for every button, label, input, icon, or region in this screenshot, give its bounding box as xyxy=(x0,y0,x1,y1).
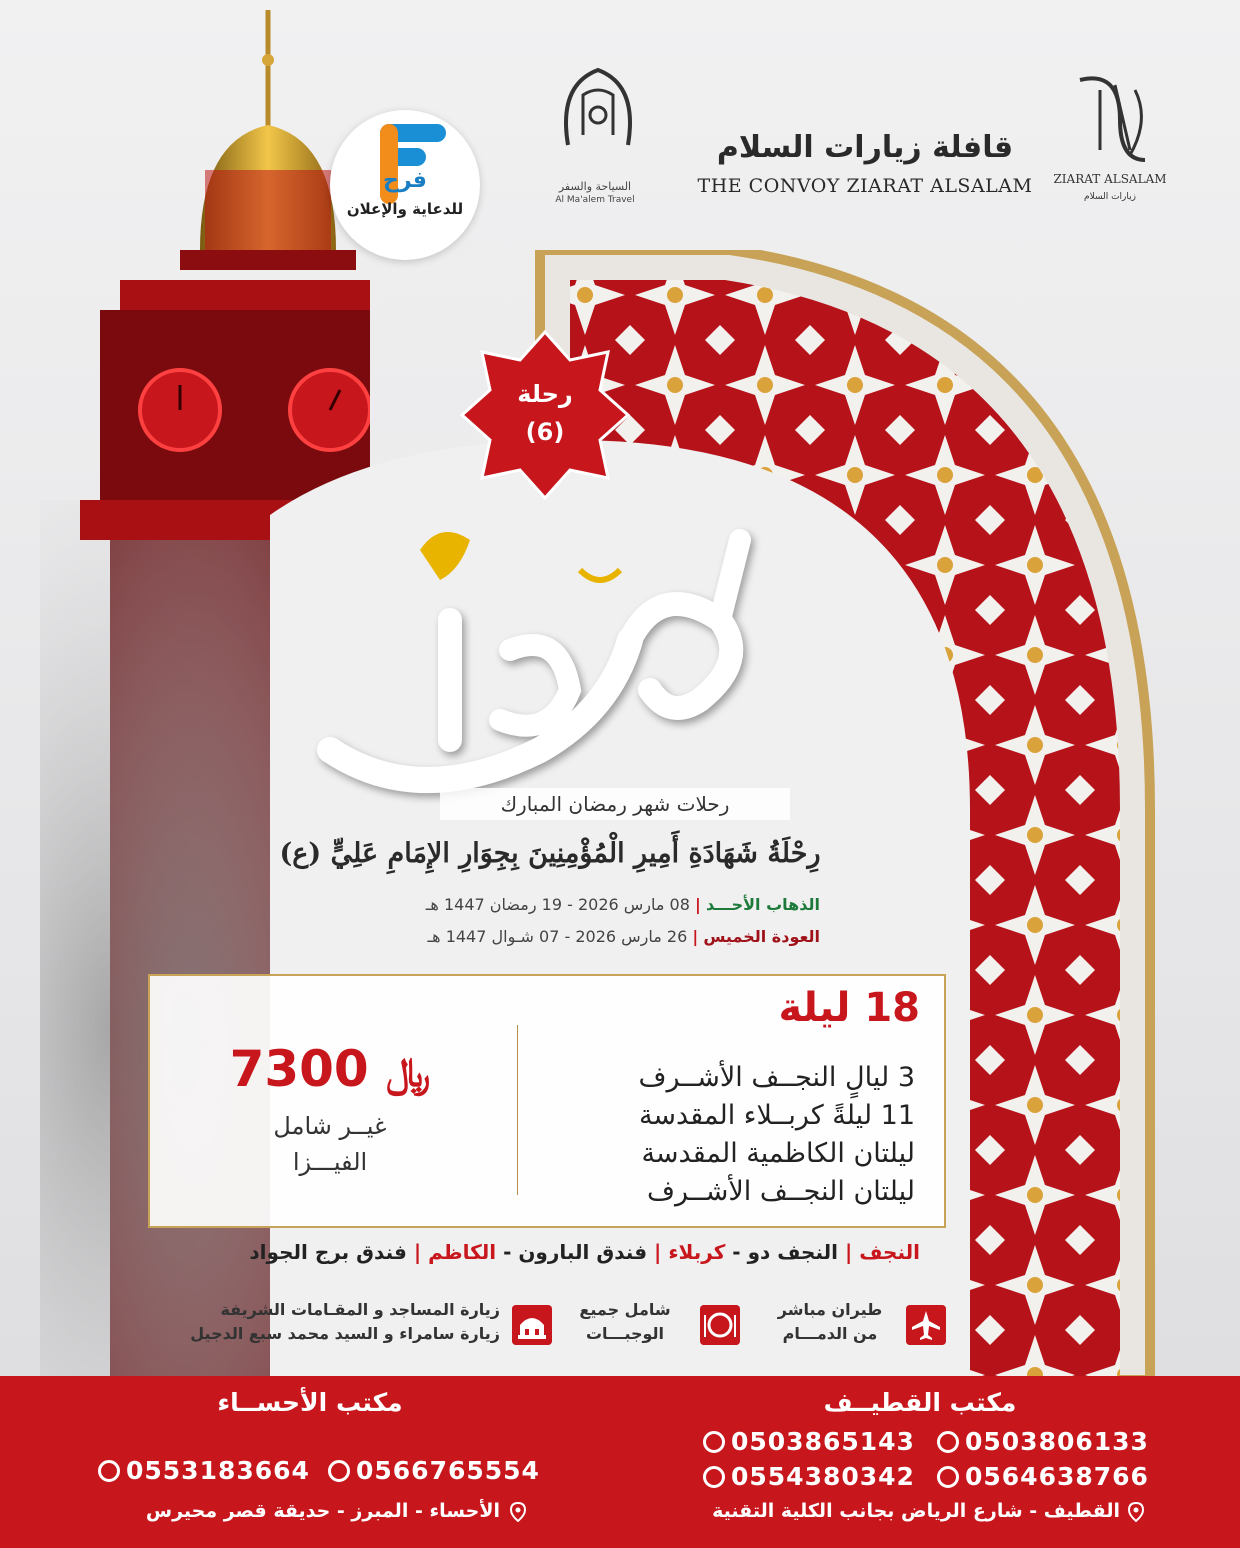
badge-subtitle: للدعاية والإعلان xyxy=(346,200,464,218)
brand-name-en: THE CONVOY ZIARAT ALSALAM xyxy=(697,175,1033,197)
ziarat-logo-en: ZIARAT ALSALAM xyxy=(1053,172,1167,186)
hotel-city: كربلاء xyxy=(668,1240,726,1264)
ahsa-phone[interactable]: 0553183664 xyxy=(98,1456,310,1485)
badge-name: فرح xyxy=(383,168,427,193)
qatif-phone[interactable]: 0554380342 xyxy=(703,1462,915,1491)
stay-line: ليلتان الكاظمية المقدسة xyxy=(641,1138,915,1169)
trip-number: (6) xyxy=(525,418,565,446)
maalem-logo-icon xyxy=(548,55,648,165)
subtitle: رحلات شهر رمضان المبارك xyxy=(440,788,790,820)
headline: رِحْلَةُ شَهَادَةِ أَمِيرِ الْمُؤْمِنِينَ بِجِوَارِ الإِمَامِ عَلِيٍّ (ع) xyxy=(279,838,821,869)
airplane-icon xyxy=(906,1305,946,1345)
price xyxy=(200,1040,460,1098)
hotel-name: فندق برج الجواد xyxy=(249,1240,407,1264)
meal-plate-icon xyxy=(700,1305,740,1345)
maalem-name-en: Al Ma'alem Travel xyxy=(555,195,635,205)
feature-meals: شامل جميع الوجبـــات xyxy=(579,1300,671,1343)
price-value: 7300 xyxy=(229,1040,369,1098)
qatif-address[interactable]: القطيف - شارع الرياض بجانب الكلية التقنية xyxy=(712,1500,1120,1522)
brand-name-ar: قافلة زيارات السلام xyxy=(716,130,1014,165)
iraq-calligraphy-artwork xyxy=(300,510,770,830)
stay-line: 11 ليلةً كربــلاء المقدسة xyxy=(638,1100,915,1131)
whatsapp-icon xyxy=(328,1460,350,1482)
price-note: غيــر شامل xyxy=(273,1112,387,1140)
price-note: الفيـــزا xyxy=(292,1148,368,1176)
whatsapp-icon xyxy=(98,1460,120,1482)
maalem-name-ar: السياحة والسفر xyxy=(558,180,632,193)
box-divider xyxy=(517,1025,518,1195)
ziarat-logo-ar: زيارات السلام xyxy=(1084,192,1136,202)
whatsapp-icon xyxy=(703,1431,725,1453)
ziarat-logo-icon xyxy=(1060,60,1160,170)
hotel-name: النجف دو xyxy=(747,1240,838,1264)
feature-visits: زيارة المساجد و المقـامات الشريفة زيارة سامراء و السيد محمد سبع الدجيل xyxy=(190,1300,500,1343)
hotels-line: النجف | النجف دو - كربلاء | فندق البارون - الكاظم | فندق برج الجواد xyxy=(249,1240,920,1264)
ahsa-office-title: مكتب الأحســاء xyxy=(217,1388,403,1417)
ahsa-phone[interactable]: 0566765554 xyxy=(328,1456,540,1485)
hotel-city: الكاظم xyxy=(428,1240,497,1264)
hotel-city: النجف xyxy=(859,1240,920,1264)
currency-icon: ﷼ xyxy=(386,1050,431,1096)
qatif-phone[interactable]: 0564638766 xyxy=(937,1462,1149,1491)
location-pin-icon xyxy=(508,1502,528,1522)
location-pin-icon xyxy=(1126,1502,1146,1522)
trip-star-badge xyxy=(460,330,630,500)
return-date: العودة الخميس | 26 مارس 2026 - 07 شـوال 1447 هـ xyxy=(427,927,820,946)
qatif-phone[interactable]: 0503806133 xyxy=(937,1427,1149,1456)
trip-label: رحلة xyxy=(517,380,573,408)
stay-line: 3 ليالٍ النجــف الأشــرف xyxy=(638,1062,915,1093)
departure-date: الذهاب الأحـــد | 08 مارس 2026 - 19 رمضان 1447 هـ xyxy=(425,895,820,914)
whatsapp-icon xyxy=(937,1431,959,1453)
qatif-phone[interactable]: 0503865143 xyxy=(703,1427,915,1456)
ahsa-address[interactable]: الأحساء - المبرز - حديقة قصر محيرس xyxy=(145,1500,500,1522)
feature-flight: طيران مباشر من الدمـــام xyxy=(777,1300,883,1343)
nights-total: 18 ليلة xyxy=(778,985,920,1031)
qatif-office-title: مكتب القطيــف xyxy=(823,1388,1017,1417)
hotel-name: فندق البارون xyxy=(518,1240,648,1264)
mosque-icon xyxy=(512,1305,552,1345)
whatsapp-icon xyxy=(703,1466,725,1488)
whatsapp-icon xyxy=(937,1466,959,1488)
stay-line: ليلتان النجــف الأشــرف xyxy=(647,1176,915,1207)
